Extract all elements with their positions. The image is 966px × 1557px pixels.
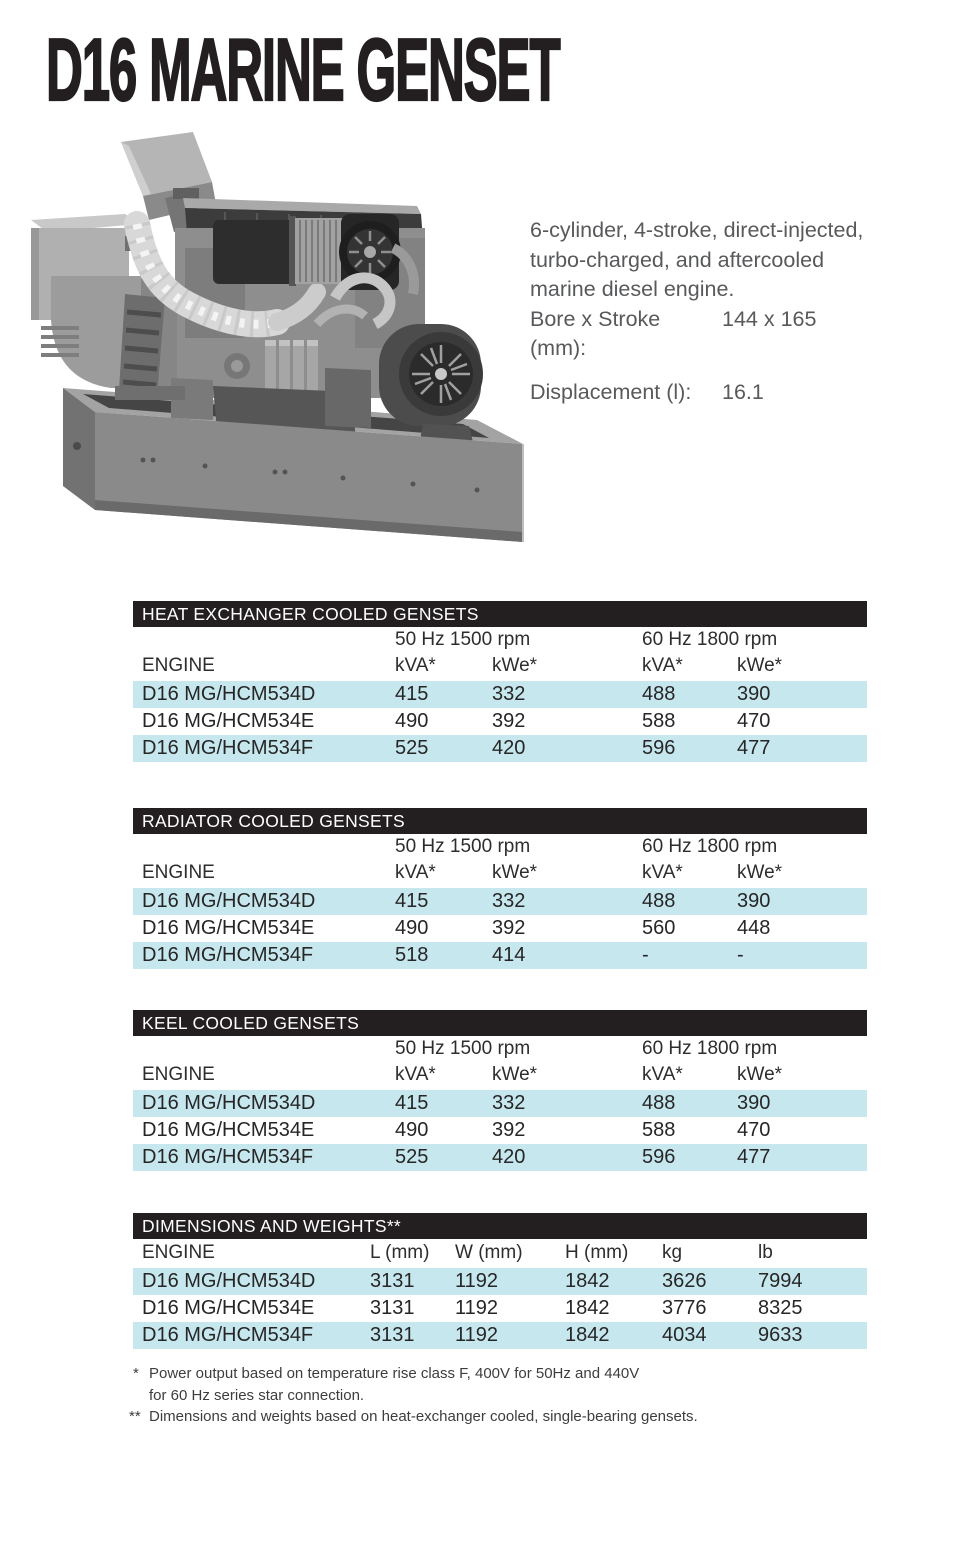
spec-value: 16.1 (722, 379, 764, 404)
value-cell: 332 (492, 888, 642, 915)
value-cell: 490 (395, 1119, 429, 1141)
footnote-line: Power output based on temperature rise class F, 400V for 50Hz and 440V (149, 1365, 640, 1382)
value-cell: 8325 (758, 1297, 803, 1319)
engine-description (530, 216, 950, 305)
table-row (133, 1090, 867, 1117)
column-header: kVA* (642, 862, 683, 883)
table-title-bar: HEAT EXCHANGER COOLED GENSETS (133, 601, 867, 627)
value-cell: 415 (395, 888, 492, 915)
value-cell: 3776 (662, 1297, 707, 1319)
spec-displacement (530, 378, 950, 408)
value-cell: 390 (737, 681, 867, 708)
table-row (133, 942, 867, 969)
column-header: L (mm) (370, 1242, 430, 1263)
footnote-line: for 60 Hz series star connection. (149, 1386, 365, 1404)
table-title-bar: KEEL COOLED GENSETS (133, 1010, 867, 1036)
table-row (133, 1117, 867, 1144)
value-cell: 1192 (455, 1322, 565, 1349)
column-header: kWe* (492, 862, 538, 883)
table-row (133, 735, 867, 762)
value-cell: 3131 (370, 1322, 455, 1349)
footnote-dimensions (129, 1406, 809, 1428)
value-cell: 1192 (455, 1268, 565, 1295)
table-row (133, 915, 867, 942)
value-cell: 588 (642, 710, 676, 732)
group-header: 50 Hz 1500 rpm (395, 836, 531, 857)
column-header: kWe* (737, 655, 783, 676)
value-cell: 390 (737, 1090, 867, 1117)
value-cell: 392 (492, 710, 526, 732)
column-header: kVA* (395, 862, 436, 883)
value-cell: 470 (737, 710, 771, 732)
engine-cell: D16 MG/HCM534D (133, 1268, 370, 1295)
description-line: marine diesel engine. (530, 277, 735, 301)
value-cell: 392 (492, 917, 526, 939)
column-header-row (133, 1239, 867, 1268)
engine-cell: D16 MG/HCM534E (142, 1297, 315, 1319)
value-cell: 488 (642, 1090, 737, 1117)
engine-cell: D16 MG/HCM534D (133, 1090, 395, 1117)
value-cell: 415 (395, 681, 492, 708)
engine-cell: D16 MG/HCM534F (133, 1144, 395, 1171)
table-row (133, 1268, 867, 1295)
value-cell: 1192 (455, 1297, 499, 1319)
value-cell: 490 (395, 917, 429, 939)
value-cell: 1842 (565, 1297, 610, 1319)
footnote-text (149, 1363, 639, 1406)
engine-intro (530, 216, 950, 407)
column-header: kVA* (395, 1064, 436, 1085)
engine-cell: D16 MG/HCM534E (142, 1119, 315, 1141)
value-cell: 588 (642, 1119, 676, 1141)
column-header: ENGINE (142, 655, 215, 676)
column-header: ENGINE (142, 862, 215, 883)
table-row (133, 681, 867, 708)
value-cell: 420 (492, 1144, 642, 1171)
footnote-marker: * (133, 1365, 139, 1382)
engine-cell: D16 MG/HCM534E (142, 710, 315, 732)
column-header: lb (758, 1242, 773, 1263)
value-cell: 596 (642, 1144, 737, 1171)
table-dimensions-weights (133, 1213, 867, 1349)
value-cell: 525 (395, 1144, 492, 1171)
column-header-row (133, 652, 867, 681)
column-header: kVA* (642, 655, 683, 676)
value-cell: 525 (395, 735, 492, 762)
group-header: 60 Hz 1800 rpm (642, 836, 778, 857)
value-cell: 3131 (370, 1297, 415, 1319)
genset-illustration (25, 128, 540, 553)
value-cell: 332 (492, 681, 642, 708)
group-header: 50 Hz 1500 rpm (395, 1038, 531, 1059)
group-header-row (133, 1036, 867, 1061)
table-row (133, 708, 867, 735)
genset-ratings-table (133, 1036, 867, 1171)
table-title-bar: DIMENSIONS AND WEIGHTS** (133, 1213, 867, 1239)
column-header: W (mm) (455, 1242, 523, 1263)
description-line: turbo-charged, and aftercooled (530, 247, 825, 272)
footnotes (129, 1363, 809, 1428)
value-cell: 390 (737, 888, 867, 915)
footnote-text (149, 1406, 698, 1428)
engine-cell: D16 MG/HCM534F (133, 1322, 370, 1349)
table-row (133, 1295, 867, 1322)
value-cell: 560 (642, 917, 676, 939)
footnote-marker: ** (129, 1408, 141, 1425)
spec-label: Bore x Stroke (mm): (530, 306, 661, 360)
value-cell: 488 (642, 888, 737, 915)
table-keel-cooled (133, 1010, 867, 1171)
value-cell: 448 (737, 917, 771, 939)
table-row (133, 1322, 867, 1349)
column-header: kg (662, 1242, 683, 1263)
value-cell: 392 (492, 1119, 526, 1141)
group-header-row (133, 627, 867, 652)
genset-ratings-table (133, 627, 867, 762)
engine-cell: D16 MG/HCM534D (133, 681, 395, 708)
value-cell: 490 (395, 710, 429, 732)
value-cell: 3626 (662, 1268, 758, 1295)
dimensions-table (133, 1239, 867, 1349)
value-cell: 470 (737, 1119, 771, 1141)
value-cell: 477 (737, 735, 867, 762)
value-cell: 488 (642, 681, 737, 708)
footnote-power-output (129, 1363, 809, 1406)
column-header: kWe* (492, 655, 538, 676)
value-cell: - (642, 942, 737, 969)
value-cell: 415 (395, 1090, 492, 1117)
value-cell: 4034 (662, 1322, 758, 1349)
column-header: kVA* (395, 655, 436, 676)
engine-cell: D16 MG/HCM534D (133, 888, 395, 915)
value-cell: 477 (737, 1144, 867, 1171)
footnote-line: Dimensions and weights based on heat-exchanger cooled, single-bearing gensets. (149, 1408, 698, 1425)
table-heat-exchanger-cooled (133, 601, 867, 762)
value-cell: 518 (395, 942, 492, 969)
column-header: H (mm) (565, 1242, 629, 1263)
description-line: 6-cylinder, 4-stroke, direct-injected, (530, 218, 864, 242)
column-header: ENGINE (142, 1064, 215, 1085)
group-header-row (133, 834, 867, 859)
column-header: kWe* (737, 862, 783, 883)
group-header: 60 Hz 1800 rpm (642, 629, 778, 650)
page-title: D16 MARINE GENSET (46, 20, 560, 119)
engine-cell: D16 MG/HCM534F (133, 942, 395, 969)
value-cell: - (737, 942, 867, 969)
value-cell: 420 (492, 735, 642, 762)
column-header-row (133, 1061, 867, 1090)
spec-value: 144 x 165 (722, 306, 817, 331)
column-header: kWe* (737, 1064, 783, 1085)
column-header-row (133, 859, 867, 888)
value-cell: 414 (492, 942, 642, 969)
genset-ratings-table (133, 834, 867, 969)
table-row (133, 888, 867, 915)
group-header: 50 Hz 1500 rpm (395, 629, 531, 650)
engine-cell: D16 MG/HCM534F (133, 735, 395, 762)
table-radiator-cooled (133, 808, 867, 969)
column-header: ENGINE (142, 1242, 215, 1263)
column-header: kWe* (492, 1064, 538, 1085)
value-cell: 332 (492, 1090, 642, 1117)
value-cell: 3131 (370, 1268, 455, 1295)
engine-cell: D16 MG/HCM534E (142, 917, 315, 939)
spec-label: Displacement (l): (530, 379, 692, 404)
table-row (133, 1144, 867, 1171)
value-cell: 1842 (565, 1322, 662, 1349)
value-cell: 1842 (565, 1268, 662, 1295)
value-cell: 9633 (758, 1322, 867, 1349)
column-header: kVA* (642, 1064, 683, 1085)
spec-bore-stroke (530, 305, 950, 364)
table-title-bar: RADIATOR COOLED GENSETS (133, 808, 867, 834)
group-header: 60 Hz 1800 rpm (642, 1038, 778, 1059)
value-cell: 7994 (758, 1268, 867, 1295)
genset-photo (25, 128, 540, 553)
value-cell: 596 (642, 735, 737, 762)
